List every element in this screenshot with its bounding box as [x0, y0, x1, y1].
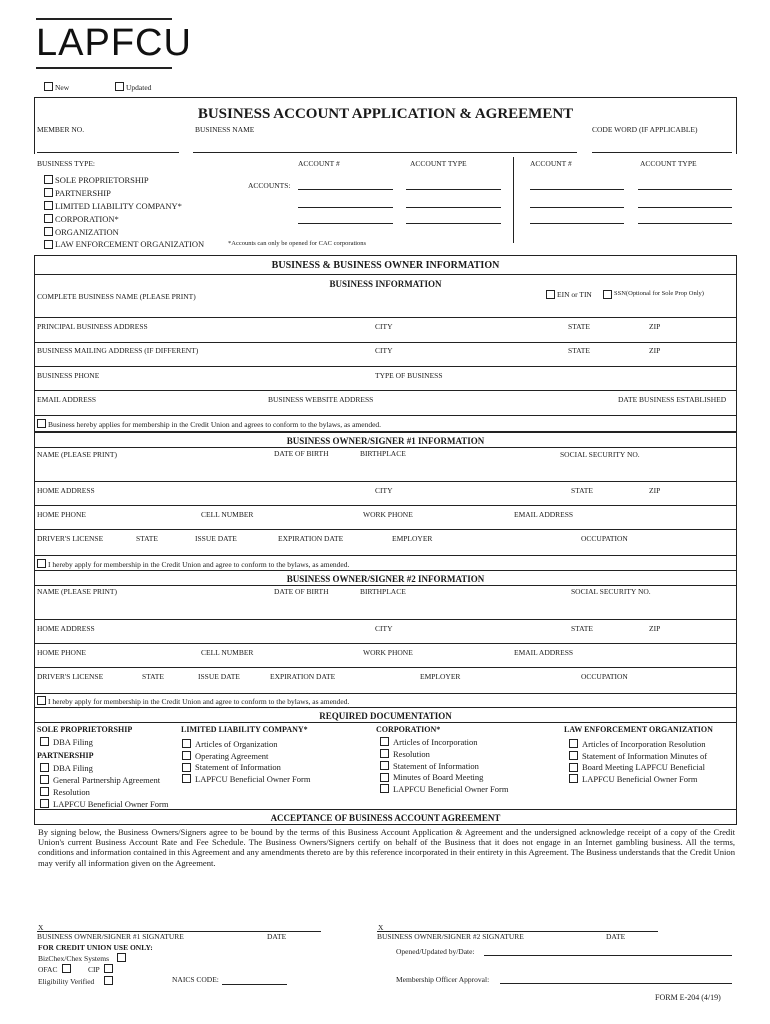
- mailing-address-label: BUSINESS MAILING ADDRESS (IF DIFFERENT): [37, 346, 199, 355]
- llc-title: LIMITED LIABILITY COMPANY*: [181, 725, 308, 734]
- partnership-agreement-checkbox[interactable]: [40, 775, 49, 784]
- law-statement-label: Statement of Information Minutes of: [582, 751, 708, 761]
- naics-field[interactable]: [222, 984, 287, 985]
- corporation-checkbox[interactable]: [44, 214, 53, 223]
- signer1-license-label: DRIVER'S LICENSE: [37, 534, 104, 543]
- signer1-occupation-label: OCCUPATION: [581, 534, 628, 543]
- account-type-field-4[interactable]: [638, 189, 732, 190]
- new-label: New: [55, 83, 70, 92]
- signer1-home-phone-label: HOME PHONE: [37, 510, 86, 519]
- signer1-city-label: CITY: [375, 486, 393, 495]
- corp-bo-form-checkbox[interactable]: [380, 784, 389, 793]
- lapfcu-logo: LAPFCU: [36, 22, 192, 64]
- signer1-issue-date-label: ISSUE DATE: [195, 534, 237, 543]
- member-no-field[interactable]: [37, 152, 179, 153]
- sig1-x: X: [38, 923, 44, 932]
- form-number: FORM E-204 (4/19): [655, 993, 721, 1002]
- llc-articles-checkbox[interactable]: [182, 739, 191, 748]
- account-no-header-2: ACCOUNT #: [530, 159, 572, 168]
- llc-operating-checkbox[interactable]: [182, 751, 191, 760]
- llc-statement-checkbox[interactable]: [182, 763, 191, 772]
- account-type-field-6[interactable]: [638, 223, 732, 224]
- signer2-home-phone-label: HOME PHONE: [37, 648, 86, 657]
- page-title: BUSINESS ACCOUNT APPLICATION & AGREEMENT: [197, 106, 574, 122]
- sig2-x: X: [378, 923, 384, 932]
- principal-zip-label: ZIP: [649, 322, 661, 331]
- corp-statement-label: Statement of Information: [393, 761, 479, 771]
- signer2-work-phone-label: WORK PHONE: [363, 648, 413, 657]
- signer1-ssn-label: SOCIAL SECURITY NO.: [560, 450, 640, 459]
- owner-info-header: BUSINESS & BUSINESS OWNER INFORMATION: [271, 260, 500, 271]
- cip-label: CIP: [88, 965, 100, 974]
- business-name-field[interactable]: [193, 152, 577, 153]
- signer1-membership-text: I hereby apply for membership in the Credit Union and agree to conform to the bylaws, as amended.: [48, 560, 350, 569]
- law-enforcement-title: LAW ENFORCEMENT ORGANIZATION: [564, 725, 713, 734]
- partnership-dba-checkbox[interactable]: [40, 763, 49, 772]
- cac-note: *Accounts can only be opened for CAC corporations: [228, 240, 367, 247]
- partnership-agreement-label: General Partnership Agreement: [53, 775, 161, 785]
- business-email-label: EMAIL ADDRESS: [37, 395, 97, 404]
- organization-checkbox[interactable]: [44, 227, 53, 236]
- code-word-field[interactable]: [592, 152, 732, 153]
- account-no-field-6[interactable]: [530, 223, 624, 224]
- account-type-field-1[interactable]: [406, 189, 501, 190]
- account-no-field-3[interactable]: [298, 223, 393, 224]
- signer2-dob-label: DATE OF BIRTH: [274, 587, 329, 596]
- llc-operating-label: Operating Agreement: [195, 751, 269, 761]
- signer2-state-label: STATE: [571, 624, 593, 633]
- llc-articles-label: Articles of Organization: [195, 739, 278, 749]
- llc-checkbox[interactable]: [44, 201, 53, 210]
- sole-dba-label: DBA Filing: [53, 737, 93, 747]
- ssn-optional-label: SSN(Optional for Sole Prop Only): [614, 290, 704, 297]
- signer2-name-label: NAME (PLEASE PRINT): [37, 587, 117, 596]
- account-type-field-3[interactable]: [406, 223, 501, 224]
- mailing-zip-label: ZIP: [649, 346, 661, 355]
- business-membership-checkbox[interactable]: [37, 419, 46, 428]
- updated-label: Updated: [126, 83, 152, 92]
- signer2-zip-label: ZIP: [649, 624, 661, 633]
- member-no-label: MEMBER NO.: [37, 125, 85, 134]
- corporation-title: CORPORATION*: [376, 725, 441, 734]
- sig1-label: BUSINESS OWNER/SIGNER #1 SIGNATURE: [37, 932, 184, 941]
- signer1-zip-label: ZIP: [649, 486, 661, 495]
- signer2-membership-text: I hereby apply for membership in the Credit Union and agree to conform to the bylaws, as amended.: [48, 697, 350, 706]
- corp-bo-form-label: LAPFCU Beneficial Owner Form: [393, 784, 509, 794]
- type-sole-prop: SOLE PROPRIETORSHIP: [55, 175, 149, 185]
- principal-state-label: STATE: [568, 322, 590, 331]
- partnership-bo-form-label: LAPFCU Beneficial Owner Form: [53, 799, 169, 809]
- llc-statement-label: Statement of Information: [195, 762, 281, 772]
- business-phone-label: BUSINESS PHONE: [37, 371, 100, 380]
- naics-label: NAICS CODE:: [172, 975, 219, 984]
- account-type-field-5[interactable]: [638, 207, 732, 208]
- law-bo-form-label: LAPFCU Beneficial Owner Form: [582, 774, 698, 784]
- signer2-license-state-label: STATE: [142, 672, 164, 681]
- law-bo-form-checkbox[interactable]: [569, 774, 578, 783]
- row-divider: [34, 505, 737, 506]
- accounts-label: ACCOUNTS:: [248, 181, 291, 190]
- row-divider: [34, 390, 737, 391]
- partnership-bo-form-checkbox[interactable]: [40, 799, 49, 808]
- signer1-state-label: STATE: [571, 486, 593, 495]
- signer1-birthplace-label: BIRTHPLACE: [360, 449, 406, 458]
- account-no-header-1: ACCOUNT #: [298, 159, 340, 168]
- corp-minutes-checkbox[interactable]: [380, 773, 389, 782]
- type-partnership: PARTNERSHIP: [55, 188, 111, 198]
- llc-bo-form-checkbox[interactable]: [182, 774, 191, 783]
- corp-statement-checkbox[interactable]: [380, 761, 389, 770]
- type-corporation: CORPORATION*: [55, 214, 119, 224]
- llc-bo-form-label: LAPFCU Beneficial Owner Form: [195, 774, 311, 784]
- row-divider: [34, 667, 737, 668]
- account-no-field-4[interactable]: [530, 189, 624, 190]
- ssn-checkbox[interactable]: [603, 290, 612, 299]
- mailing-state-label: STATE: [568, 346, 590, 355]
- signer1-name-label: NAME (PLEASE PRINT): [37, 450, 117, 459]
- law-board-label: Board Meeting LAPFCU Beneficial: [582, 762, 705, 772]
- ein-label: EIN or TIN: [557, 290, 592, 299]
- partnership-title: PARTNERSHIP: [37, 751, 94, 760]
- mailing-city-label: CITY: [375, 346, 393, 355]
- cip-checkbox[interactable]: [104, 964, 113, 973]
- account-no-field-1[interactable]: [298, 189, 393, 190]
- required-docs-header: REQUIRED DOCUMENTATION: [319, 711, 452, 721]
- sole-prop-checkbox[interactable]: [44, 175, 53, 184]
- business-membership-text: Business hereby applies for membership in the Credit Union and agrees to conform to the bylaws, as amended.: [48, 420, 382, 429]
- law-board-checkbox[interactable]: [569, 763, 578, 772]
- signer2-email-label: EMAIL ADDRESS: [514, 648, 574, 657]
- acceptance-header: ACCEPTANCE OF BUSINESS ACCOUNT AGREEMENT: [270, 813, 501, 823]
- row-divider: [34, 619, 737, 620]
- signer1-license-state-label: STATE: [136, 534, 158, 543]
- bizchex-label: BizChex/Chex Systems: [38, 954, 110, 963]
- cu-use-title: FOR CREDIT UNION USE ONLY:: [38, 943, 153, 952]
- sig2-label: BUSINESS OWNER/SIGNER #2 SIGNATURE: [377, 932, 524, 941]
- corp-minutes-label: Minutes of Board Meeting: [393, 772, 484, 782]
- signer2-ssn-label: SOCIAL SECURITY NO.: [571, 587, 651, 596]
- partnership-resolution-checkbox[interactable]: [40, 787, 49, 796]
- signer1-cell-label: CELL NUMBER: [201, 510, 254, 519]
- principal-address-label: PRINCIPAL BUSINESS ADDRESS: [37, 322, 148, 331]
- type-llc: LIMITED LIABILITY COMPANY*: [55, 201, 182, 211]
- code-word-label: CODE WORD (IF APPLICABLE): [592, 125, 698, 134]
- corp-articles-checkbox[interactable]: [380, 737, 389, 746]
- law-articles-checkbox[interactable]: [569, 739, 578, 748]
- signer2-occupation-label: OCCUPATION: [581, 672, 628, 681]
- eligibility-checkbox[interactable]: [104, 976, 113, 985]
- row-divider: [34, 585, 737, 586]
- row-divider: [34, 366, 737, 367]
- business-name-label: BUSINESS NAME: [195, 125, 255, 134]
- row-divider: [34, 722, 737, 723]
- account-type-field-2[interactable]: [406, 207, 501, 208]
- account-type-header-1: ACCOUNT TYPE: [410, 159, 467, 168]
- website-label: BUSINESS WEBSITE ADDRESS: [268, 395, 374, 404]
- bizchex-checkbox[interactable]: [117, 953, 126, 962]
- account-type-header-2: ACCOUNT TYPE: [640, 159, 697, 168]
- account-no-field-2[interactable]: [298, 207, 393, 208]
- signer2-home-address-label: HOME ADDRESS: [37, 624, 95, 633]
- logo-rule-bottom: [36, 67, 172, 69]
- officer-approval-label: Membership Officer Approval:: [396, 975, 490, 984]
- row-divider: [34, 415, 737, 416]
- law-articles-label: Articles of Incorporation Resolution: [582, 739, 706, 749]
- business-info-header: BUSINESS INFORMATION: [329, 279, 442, 289]
- signer1-membership-checkbox[interactable]: [37, 559, 46, 568]
- signer1-dob-label: DATE OF BIRTH: [274, 449, 329, 458]
- signer2-header: BUSINESS OWNER/SIGNER #2 INFORMATION: [286, 574, 485, 584]
- signer1-email-label: EMAIL ADDRESS: [514, 510, 574, 519]
- signer2-birthplace-label: BIRTHPLACE: [360, 587, 406, 596]
- complete-business-name-label: COMPLETE BUSINESS NAME (PLEASE PRINT): [37, 292, 196, 301]
- ofac-checkbox[interactable]: [62, 964, 71, 973]
- sole-dba-checkbox[interactable]: [40, 737, 49, 746]
- sig2-date-label: DATE: [606, 932, 626, 941]
- signer2-license-label: DRIVER'S LICENSE: [37, 672, 104, 681]
- officer-approval-field[interactable]: [500, 983, 732, 984]
- principal-city-label: CITY: [375, 322, 393, 331]
- partnership-checkbox[interactable]: [44, 188, 53, 197]
- ofac-label: OFAC: [38, 965, 58, 974]
- row-divider: [34, 693, 737, 694]
- updated-checkbox[interactable]: [115, 82, 124, 91]
- signer1-home-address-label: HOME ADDRESS: [37, 486, 95, 495]
- law-enforcement-checkbox[interactable]: [44, 240, 53, 249]
- corp-resolution-label: Resolution: [393, 749, 430, 759]
- account-no-field-5[interactable]: [530, 207, 624, 208]
- business-type-label: BUSINESS TYPE:: [37, 159, 96, 168]
- row-divider: [34, 529, 737, 530]
- row-divider: [34, 317, 737, 318]
- type-of-business-label: TYPE OF BUSINESS: [375, 371, 443, 380]
- accounts-divider: [513, 157, 514, 243]
- law-statement-checkbox[interactable]: [569, 751, 578, 760]
- opened-updated-field[interactable]: [484, 955, 732, 956]
- logo-rule-top: [36, 18, 172, 20]
- corp-articles-label: Articles of Incorporation: [393, 737, 478, 747]
- corp-resolution-checkbox[interactable]: [380, 749, 389, 758]
- signer2-employer-label: EMPLOYER: [420, 672, 461, 681]
- type-law-enforcement: LAW ENFORCEMENT ORGANIZATION: [55, 239, 205, 249]
- signer1-work-phone-label: WORK PHONE: [363, 510, 413, 519]
- signer1-exp-date-label: EXPIRATION DATE: [278, 534, 344, 543]
- row-divider: [34, 555, 737, 556]
- ein-checkbox[interactable]: [546, 290, 555, 299]
- type-organization: ORGANIZATION: [55, 227, 119, 237]
- signer1-header: BUSINESS OWNER/SIGNER #1 INFORMATION: [286, 436, 485, 446]
- signer2-cell-label: CELL NUMBER: [201, 648, 254, 657]
- acceptance-text: By signing below, the Business Owners/Signers agree to be bound by the terms of this Business Account Application & Agreement and the undersigned acknowledge receipt of a copy of the Credit Union's current Business Account Rate and Fee Schedule. The Business Owners/Signers certify on behalf of the Business that it does not engage in an Internet gambling business. All the terms, conditions and information contained in this Agreement and any amendments thereto are by this reference incorporated in their entirety in this Agreement. The Business understands that the Credit Union may verify all information given on the Agreement.: [38, 827, 735, 868]
- signer2-issue-date-label: ISSUE DATE: [198, 672, 240, 681]
- date-established-label: DATE BUSINESS ESTABLISHED: [618, 395, 727, 404]
- row-divider: [34, 447, 737, 448]
- row-divider: [34, 342, 737, 343]
- signer2-membership-checkbox[interactable]: [37, 696, 46, 705]
- signer1-employer-label: EMPLOYER: [392, 534, 433, 543]
- signer2-city-label: CITY: [375, 624, 393, 633]
- eligibility-label: Eligibility Verified: [38, 977, 95, 986]
- opened-updated-label: Opened/Updated by/Date:: [396, 947, 475, 956]
- partnership-resolution-label: Resolution: [53, 787, 90, 797]
- new-checkbox[interactable]: [44, 82, 53, 91]
- sole-prop-title: SOLE PROPRIETORSHIP: [37, 725, 133, 734]
- sig1-date-label: DATE: [267, 932, 287, 941]
- row-divider: [34, 481, 737, 482]
- signer2-exp-date-label: EXPIRATION DATE: [270, 672, 336, 681]
- partnership-dba-label: DBA Filing: [53, 763, 93, 773]
- row-divider: [34, 643, 737, 644]
